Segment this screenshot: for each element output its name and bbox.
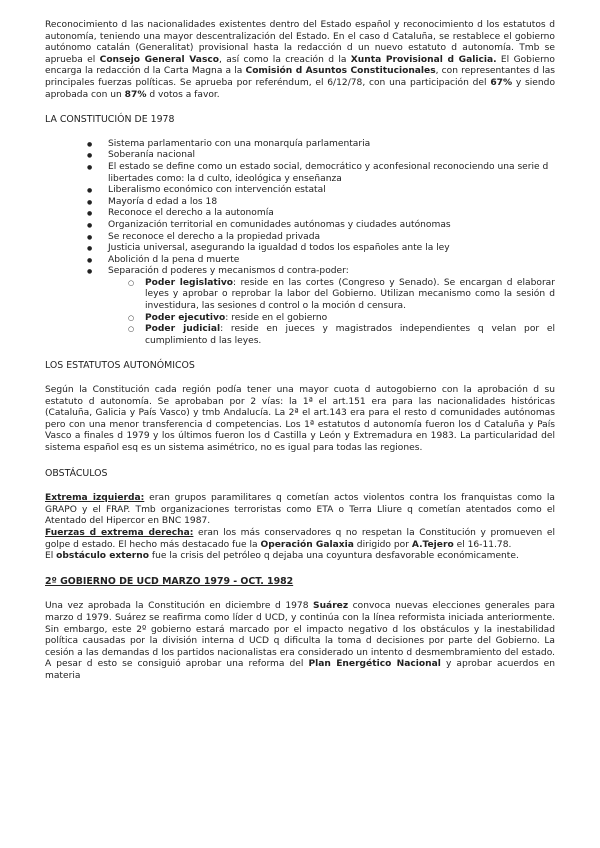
- list-item: ● Sistema parlamentario con una monarquía parlamentaria: [108, 139, 555, 151]
- heading-estatutos: LOS ESTATUTOS AUTONÓMICOS: [45, 360, 195, 372]
- approval-pct: 87%: [124, 89, 147, 100]
- list-item: ● Justicia universal, asegurando la igualdad d todos los españoles ante la ley: [108, 243, 555, 255]
- list-item: ● Abolición d la pena d muerte: [108, 255, 555, 267]
- participation-pct: 67%: [490, 77, 513, 88]
- heading-gobierno-ucd: 2º GOBIERNO DE UCD MARZO 1979 - OCT. 1982: [45, 575, 294, 587]
- gobierno-paragraph: Una vez aprobada la Constitución en diciembre d 1978 Suárez convoca nuevas elecciones generales para marzo d 1979. Suárez se reafirma como líder d UCD, y continúa con la línea reformista iniciada anteriormente. Sin embargo, este 2º gobierno estará marcado por el impacto negativo d los obstáculos y la inestabilidad política causadas por la división interna d UCD q dificulta la toma d decisiones por parte del Gobierno. La cesión a las demandas d los partidos nacionalistas era considerado un intento d desmembramiento del estado. A pesar d esto se consiguió aprobar una reforma del Plan Energético Nacional y aprobar acuerdos en materia: [45, 601, 556, 681]
- extrema-izquierda-paragraph: Extrema izquierda: eran grupos paramilitares q cometían actos violentos contra los franquistas como la GRAPO y el FRAP. Tmb organizaciones terroristas como ETA o Terra Lliure q cometían atentados como el Atentado del Hipercor en BNC 1987.: [45, 493, 555, 527]
- heading-obstaculos: OBSTÁCULOS: [45, 467, 108, 479]
- heading-constitucion: LA CONSTITUCIÓN DE 1978: [45, 114, 175, 126]
- poder-ejecutivo: ○ Poder ejecutivo: reside en el gobierno: [145, 313, 555, 325]
- poder-legislativo: ○ Poder legislativo: reside en las cortes (Congreso y Senado). Se encargan d elaborar leyes y aprobar o reprobar la labor del Gobierno. Utilizan mecanismo como la sesión d investidura, las sesiones d control o la moción d censura.: [145, 278, 555, 313]
- list-item: ● Organización territorial en comunidades autónomas y ciudades autónomas: [108, 220, 555, 232]
- poderes-list: [108, 278, 555, 348]
- intro-paragraph: Reconocimiento d las nacionalidades existentes dentro del Estado español y reconocimiento d los estatutos d autonomía, teniendo una mayor descentralización del Estado. En el caso d Cataluña, se restablece el gobierno autónomo catalán (Generalitat) provisional hasta la redacción d un nuevo estatuto d autonomía. Tmb se aprueba el Consejo General Vasco, así como la creación d la Xunta Provisional d Galicia. El Gobierno encarga la redacción d la Carta Magna a la Comisión d Asuntos Constitucionales, con representantes d las principales fuerzas políticas. Se aprueba por referéndum, el 6/12/78, con una participación del 67% y siendo aprobada con un 87% d votos a favor.: [45, 20, 556, 100]
- list-item: ● Se reconoce el derecho a la propiedad privada: [108, 232, 555, 244]
- constitucion-list: [45, 139, 555, 348]
- estatutos-paragraph: Según la Constitución cada región podía tener una mayor cuota d autogobierno con la aprobación d su estatuto d autonomía. Se aprobaban por 2 vías: la 1ª el art.151 era para las nacionalidades históricas (Cataluña, Galicia y País Vasco) y tmb Andalucía. La 2ª el art.143 era para el resto d comunidades autónomas pero con una menor transferencia d competencias. Los 1ª estatutos d autonomía fueron los d Cataluña y País Vasco a finales d 1979 y los últimos fueron los d Castilla y León y Extremadura en 1983. La particularidad del sistema español esq es un sistema asimétrico, no es igual para todas las regiones.: [45, 385, 555, 453]
- comision: Comisión d Asuntos Constitucionales: [245, 66, 436, 77]
- poder-judicial: ○ Poder judicial: reside en jueces y magistrados independientes q velan por el cumplimiento d las leyes.: [145, 324, 555, 347]
- extrema-derecha-label: Fuerzas d extrema derecha:: [45, 527, 194, 538]
- consejo-vasco: Consejo General Vasco: [99, 54, 219, 65]
- list-item: ● El estado se define como un estado social, democrático y aconfesional reconociendo una serie d libertades como: la d culto, ideológica y enseñanza: [108, 162, 555, 185]
- list-item: ● Reconoce el derecho a la autonomía: [108, 208, 555, 220]
- extrema-izquierda-label: Extrema izquierda:: [45, 493, 145, 504]
- list-item: ● Mayoría d edad a los 18: [108, 197, 555, 209]
- list-item: ● Liberalismo económico con intervención estatal: [108, 185, 555, 197]
- extrema-derecha-paragraph: Fuerzas d extrema derecha: eran los más conservadores q no respetan la Constitución y promueven el golpe d estado. El hecho más destacado fue la Operación Galaxia dirigido por A.Tejero el 16-11.78.: [45, 527, 555, 550]
- obstaculo-externo-paragraph: El obstáculo externo fue la crisis del petróleo q dejaba una coyuntura desfavorable económicamente.: [45, 551, 519, 562]
- list-item: ● Soberanía nacional: [108, 150, 555, 162]
- list-item: ● Separación d poderes y mecanismos d contra-poder: ○ Poder legislativo: reside en las cortes (Congreso y Senado). Se encargan d elaborar leyes y aprobar o reprobar la labor del Gobierno. Utilizan mecanismo como la sesión d investidura, las sesiones d control o la moción d censura. ○ Poder ejecutivo: reside en el gobierno ○ Poder judicial: reside en jueces y magistrados independientes q velan por el cumplimiento d las leyes.: [108, 266, 555, 347]
- xunta-galicia: Xunta Provisional d Galicia.: [350, 54, 497, 65]
